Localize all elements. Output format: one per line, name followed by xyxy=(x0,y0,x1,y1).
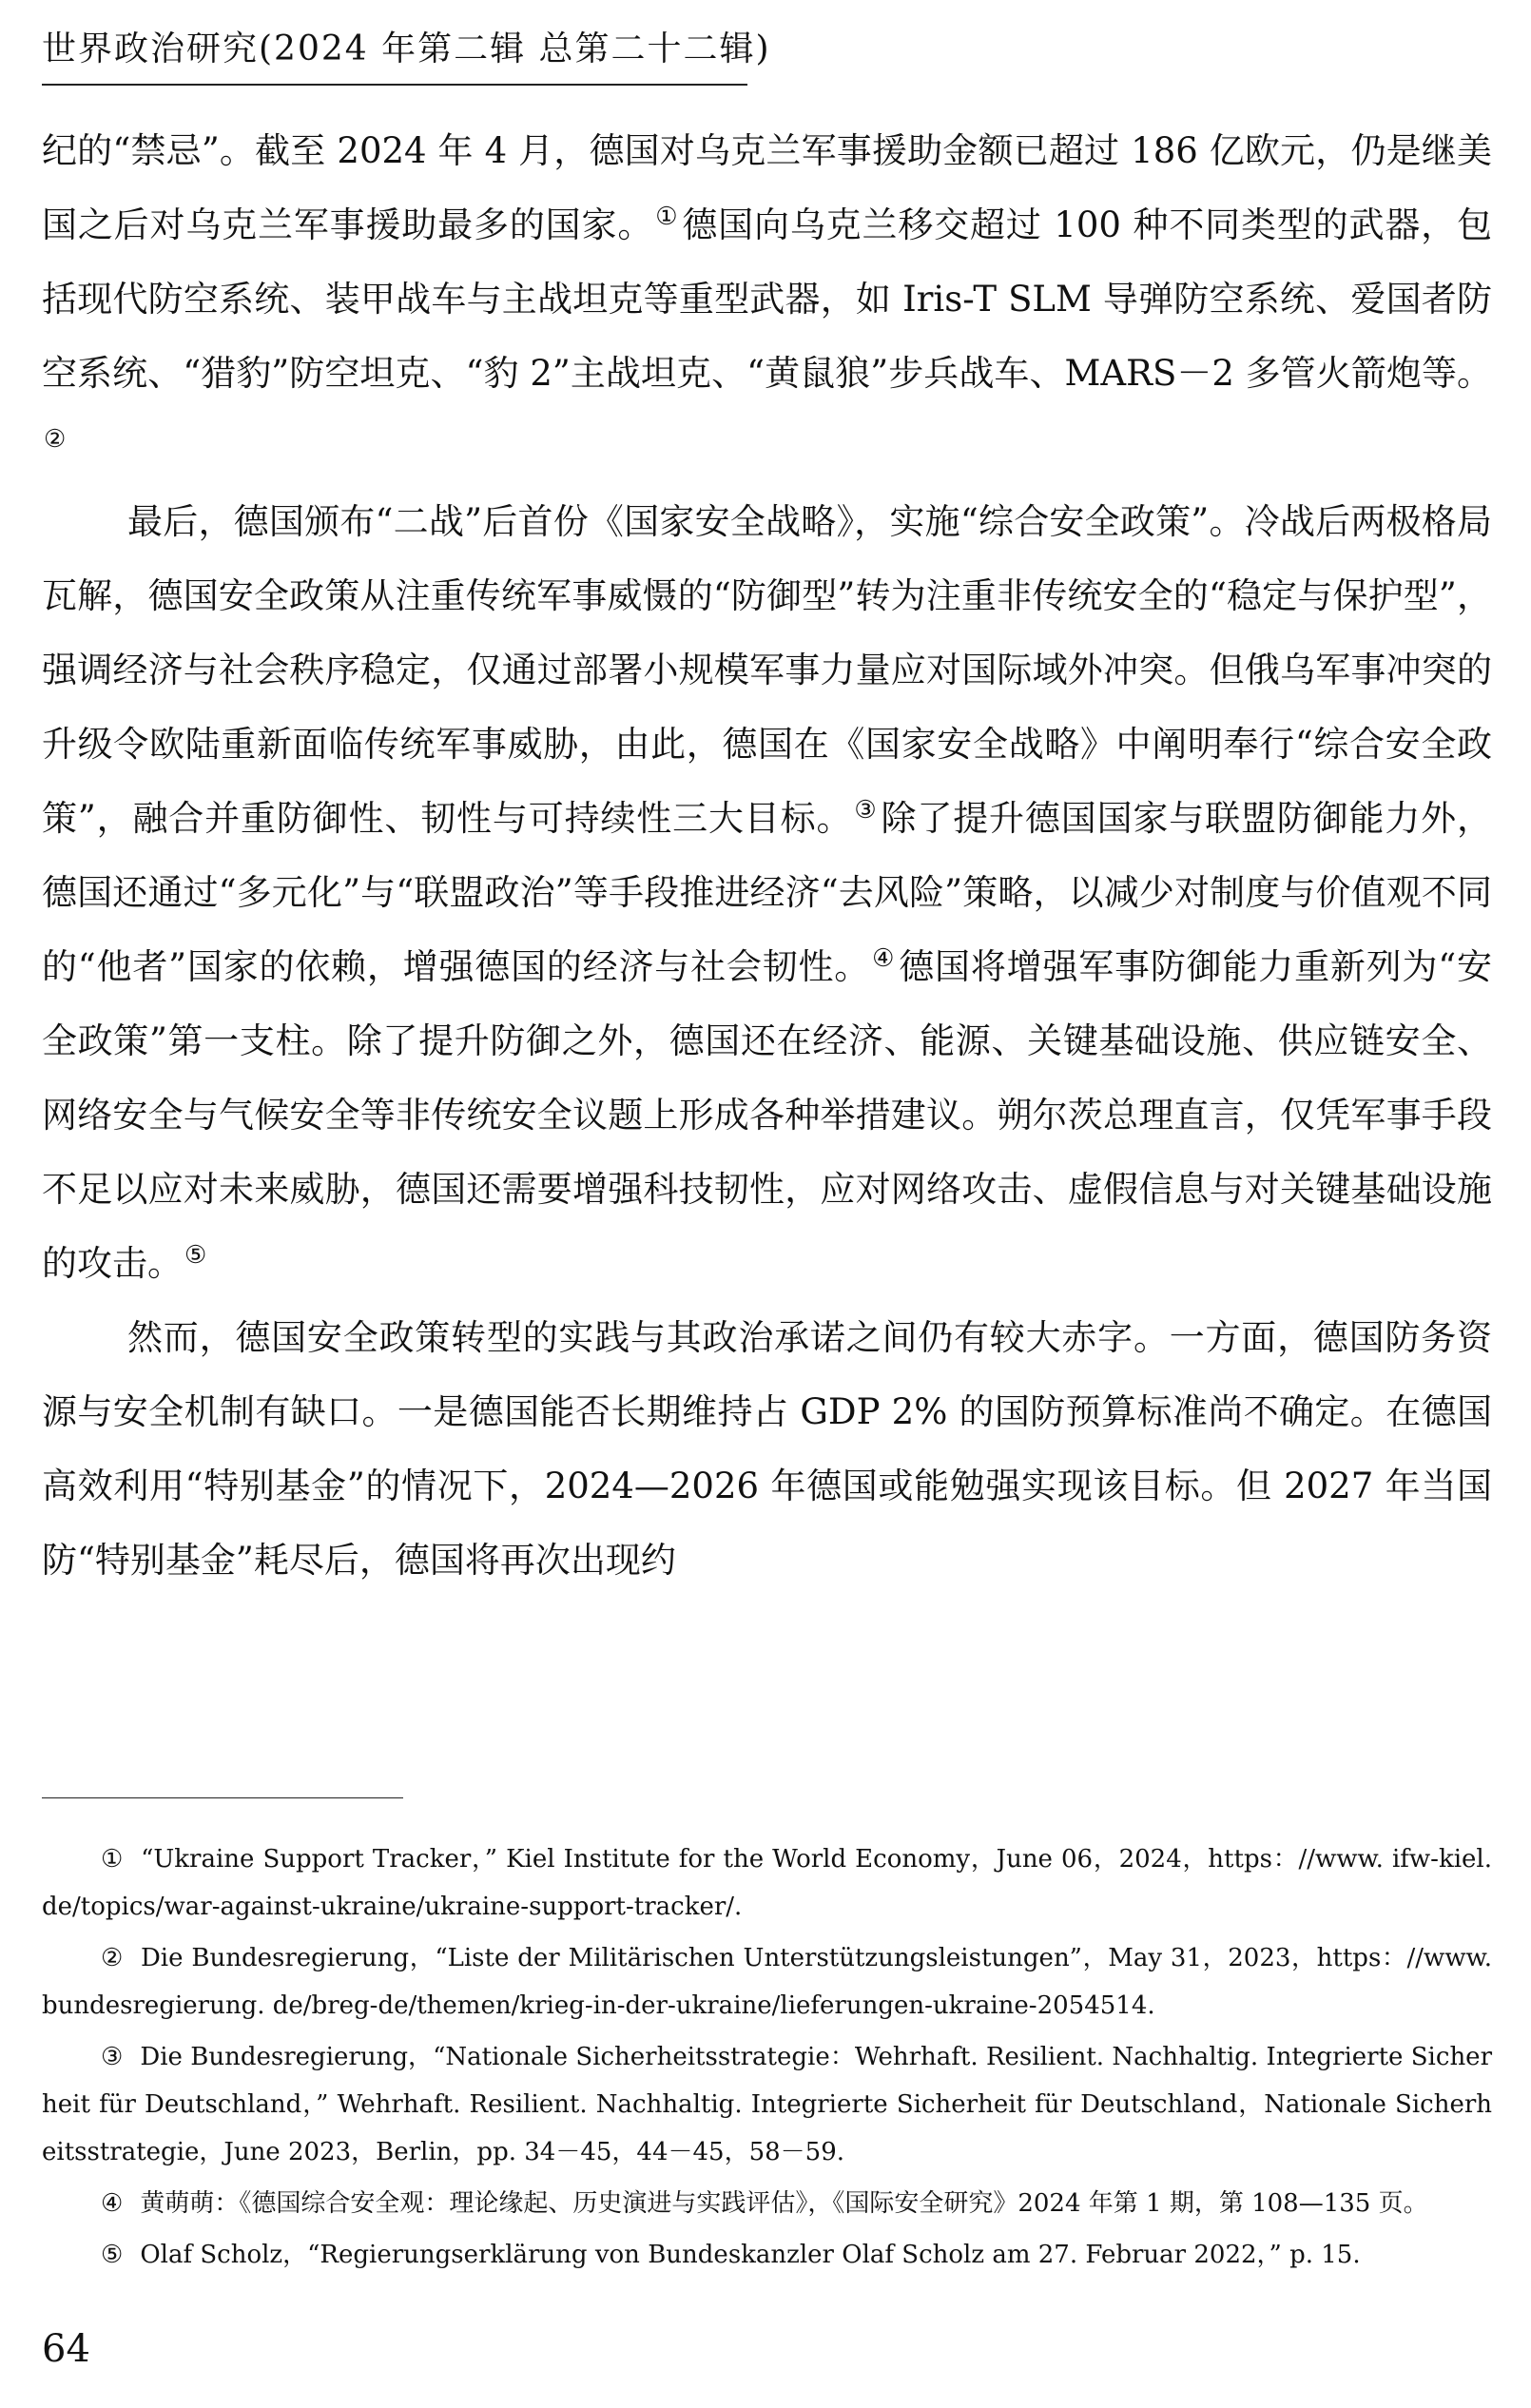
footnote-text: Die Bundesregierung，“Liste der Militärischen Unterstützungsleistungen”，May 31，2023，https：//www. bundesregierung. de/breg-de/themen/krieg-in-der-ukraine/lieferungen-ukraine-2054514. xyxy=(42,1944,1493,2020)
header-rule xyxy=(42,84,747,86)
footnote-rule xyxy=(42,1797,403,1798)
footnote-ref[interactable]: ② xyxy=(44,425,67,454)
footnote-number: ③ xyxy=(101,2043,124,2071)
footnote-ref[interactable]: ③ xyxy=(854,796,878,825)
footnote-text: 黄萌萌：《德国综合安全观：理论缘起、历史演进与实践评估》，《国际安全研究》2024 年第 1 期，第 108—135 页。 xyxy=(140,2189,1428,2218)
footnote-number: ⑤ xyxy=(101,2241,124,2269)
footnote-number: ④ xyxy=(101,2189,124,2218)
body-text-run: 德国将增强军事防御能力重新列为“安全政策”第一支柱。除了提升防御之外，德国还在经济、能源、关键基础设施、供应链安全、网络安全与气候安全等非传统安全议题上形成各种举措建议。朔尔茨总理直言，仅凭军事手段不足以应对未来威胁，德国还需要增强科技韧性，应对网络攻击、虚假信息与对关键基础设施的攻击。 xyxy=(42,946,1492,1284)
body-paragraph xyxy=(42,114,1492,485)
footnotes xyxy=(42,1835,1492,2282)
body-text-run: 德国向乌克兰移交超过 100 种不同类型的武器，包括现代防空系统、装甲战车与主战坦克等重型武器，如 Iris-T SLM 导弹防空系统、爱国者防空系统、“猎豹”防空坦克、“豹 2”主战坦克、“黄鼠狼”步兵战车、MARS－2 多管火箭炮等。 xyxy=(42,204,1493,394)
footnote-text: Olaf Scholz，“Regierungserklärung von Bundeskanzler Olaf Scholz am 27. Februar 2022，” p. 15. xyxy=(140,2241,1361,2269)
body-text xyxy=(42,114,1492,1598)
footnote-item xyxy=(42,2180,1492,2227)
footnote-item xyxy=(42,2033,1492,2176)
footnote-ref[interactable]: ⑤ xyxy=(184,1241,207,1270)
running-header: 世界政治研究(2024 年第二辑 总第二十二辑) xyxy=(42,29,771,68)
page-number: 64 xyxy=(42,2327,90,2371)
footnote-number: ② xyxy=(101,1944,124,1972)
footnote-ref[interactable]: ① xyxy=(655,203,679,231)
footnote-item xyxy=(42,1835,1492,1931)
footnote-number: ① xyxy=(101,1845,125,1874)
body-paragraph xyxy=(42,485,1492,1301)
footnote-text: Die Bundesregierung，“Nationale Sicherheitsstrategie：Wehrhaft. Resilient. Nachhaltig. Integrierte Sicherheit für Deutschland，” Wehrhaft. Resilient. Nachhaltig. Integrierte Sicherheit für Deutschland，Nationale Sicherheitsstrategie，June 2023，Berlin，pp. 34－45，44－45，58－59. xyxy=(42,2043,1492,2166)
footnote-item xyxy=(42,2231,1492,2279)
body-text-run: 然而，德国安全政策转型的实践与其政治承诺之间仍有较大赤字。一方面，德国防务资源与安全机制有缺口。一是德国能否长期维持占 GDP 2% 的国防预算标准尚不确定。在德国高效利用“特别基金”的情况下，2024—2026 年德国或能勉强实现该目标。但 2027 年当国防“特别基金”耗尽后，德国将再次出现约 xyxy=(42,1317,1492,1581)
body-paragraph xyxy=(42,1301,1492,1598)
footnote-ref[interactable]: ④ xyxy=(872,944,896,973)
body-text-run: 除了提升德国国家与联盟防御能力外，德国还通过“多元化”与“联盟政治”等手段推进经济“去风险”策略，以减少对制度与价值观不同的“他者”国家的依赖，增强德国的经济与社会韧性。 xyxy=(42,798,1493,987)
footnote-text: “Ukraine Support Tracker，” Kiel Institute for the World Economy，June 06，2024，https：//www. ifw-kiel. de/topics/war-against-ukraine/ukraine-support-tracker/. xyxy=(42,1845,1492,1921)
body-text-run: 纪的“禁忌”。截至 2024 年 4 月，德国对乌克兰军事援助金额已超过 186 亿欧元，仍是继美国之后对乌克兰军事援助最多的国家。 xyxy=(42,130,1492,245)
footnote-item xyxy=(42,1934,1492,2029)
body-text-run: 最后，德国颁布“二战”后首份《国家安全战略》，实施“综合安全政策”。冷战后两极格局瓦解，德国安全政策从注重传统军事威慑的“防御型”转为注重非传统安全的“稳定与保护型”，强调经济与社会秩序稳定，仅通过部署小规模军事力量应对国际域外冲突。但俄乌军事冲突的升级令欧陆重新面临传统军事威胁，由此，德国在《国家安全战略》中阐明奉行“综合安全政策”，融合并重防御性、韧性与可持续性三大目标。 xyxy=(42,501,1492,839)
